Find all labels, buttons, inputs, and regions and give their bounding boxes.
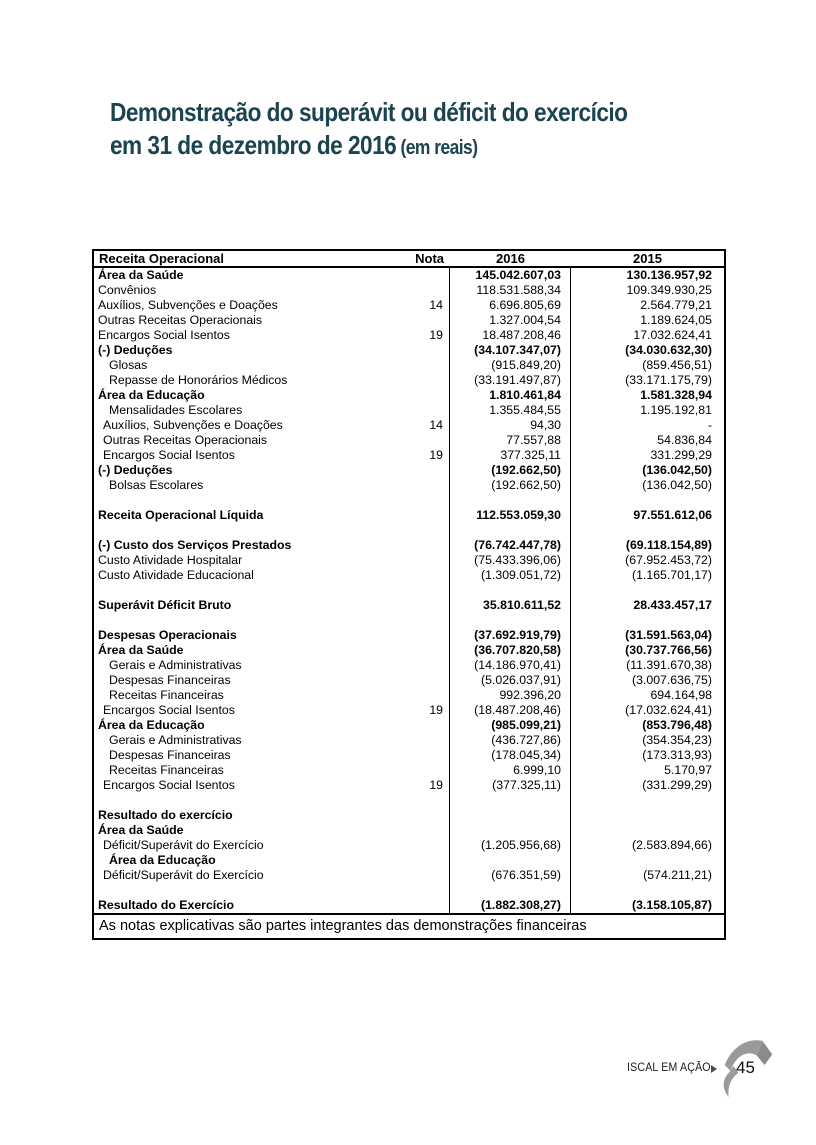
label-region: [94, 883, 450, 898]
value-2015: 54.836,84: [657, 433, 712, 447]
value-2015: (67.952.453,72): [625, 553, 712, 567]
row-label: Resultado do Exercício: [98, 898, 234, 912]
row-label: Gerais e Administrativas: [109, 658, 242, 672]
label-region: [94, 478, 450, 493]
table-row: [94, 673, 724, 688]
row-label: Resultado do exercício: [98, 808, 233, 822]
value-2015: (136.042,50): [642, 478, 712, 492]
page-title: [110, 96, 627, 165]
label-region: [94, 793, 450, 808]
table-row: [94, 868, 724, 883]
row-label: Auxílios, Subvenções e Doações: [103, 418, 283, 432]
label-region: [94, 523, 450, 538]
value-2015: (574.211,21): [643, 868, 712, 882]
value-2016: (192.662,50): [450, 463, 571, 478]
row-label: (-) Deduções: [98, 343, 173, 357]
value-2016: [450, 613, 571, 628]
value-2016: (75.433.396,06): [450, 553, 571, 568]
value-2015: (3.007.636,75): [632, 673, 712, 687]
label-region: [94, 688, 450, 703]
label-region: [94, 658, 450, 673]
value-2016: [450, 883, 571, 898]
table-row: [94, 628, 724, 643]
label-region: [94, 493, 450, 508]
row-label: Área da Educação: [98, 718, 205, 732]
value-2016: (1.882.308,27): [450, 898, 571, 913]
nota-cell: 19: [429, 778, 443, 792]
magazine-name: ISCAL EM AÇÃO: [627, 1062, 711, 1074]
label-region: [94, 343, 450, 358]
label-region: [94, 553, 450, 568]
row-label: Encargos Social Isentos: [103, 448, 235, 462]
table-row: [94, 658, 724, 673]
header-nota: Nota: [415, 251, 444, 266]
table-row: [94, 553, 724, 568]
table-row: [94, 838, 724, 853]
label-region: [94, 673, 450, 688]
label-region: [94, 838, 450, 853]
value-2016: 18.487.208,46: [450, 328, 571, 343]
value-2015: 2.564.779,21: [640, 298, 712, 312]
row-label: (-) Custo dos Serviços Prestados: [98, 538, 292, 552]
row-label: Outras Receitas Operacionais: [98, 313, 263, 327]
table-row: [94, 898, 724, 913]
table-row: [94, 478, 724, 493]
table-row: [94, 823, 724, 838]
value-2016: 112.553.059,30: [450, 508, 571, 523]
table-row: [94, 538, 724, 553]
spacer-row: [94, 613, 724, 628]
table-body: [94, 268, 724, 913]
label-region: [94, 748, 450, 763]
row-label: Encargos Social Isentos: [103, 703, 235, 717]
value-2016: (915.849,20): [450, 358, 571, 373]
spacer-row: [94, 583, 724, 598]
row-label: Custo Atividade Educacional: [98, 568, 254, 582]
financial-statement-table: [92, 249, 726, 940]
value-2016: (14.186.970,41): [450, 658, 571, 673]
row-label: Área da Educação: [98, 388, 205, 402]
table-row: [94, 598, 724, 613]
label-region: [94, 718, 450, 733]
table-footnote: As notas explicativas são partes integrantes das demonstrações financeiras: [94, 913, 724, 936]
label-region: [94, 733, 450, 748]
value-2016: (18.487.208,46): [450, 703, 571, 718]
value-2015: -: [707, 418, 712, 432]
value-2016: [450, 493, 571, 508]
spacer-row: [94, 493, 724, 508]
value-2016: (1.309.051,72): [450, 568, 571, 583]
value-2016: 377.325,11: [450, 448, 571, 463]
row-label: Auxílios, Subvenções e Doações: [98, 298, 278, 312]
row-label: Mensalidades Escolares: [109, 403, 243, 417]
value-2015: (1.165.701,17): [632, 568, 712, 582]
header-2016: 2016: [496, 251, 525, 266]
label-region: [94, 373, 450, 388]
value-2016: [450, 823, 571, 838]
value-2015: (136.042,50): [642, 463, 712, 477]
row-label: Receita Operacional Líquida: [98, 508, 264, 522]
row-label: Despesas Financeiras: [109, 673, 231, 687]
header-2015: 2015: [633, 251, 662, 266]
value-2016: 118.531.588,34: [450, 283, 571, 298]
label-region: [94, 763, 450, 778]
row-label: Gerais e Administrativas: [109, 733, 242, 747]
table-row: [94, 373, 724, 388]
label-region: [94, 328, 450, 343]
value-2016: 6.999,10: [450, 763, 571, 778]
value-2016: (192.662,50): [450, 478, 571, 493]
value-2015: (11.391.670,38): [626, 658, 712, 672]
value-2016: (985.099,21): [450, 718, 571, 733]
table-row: [94, 343, 724, 358]
title-line-2: em 31 de dezembro de 2016 (em reais): [110, 130, 478, 160]
value-2015: (31.591.563,04): [625, 628, 712, 642]
value-2015: [571, 808, 724, 823]
table-row: [94, 463, 724, 478]
table-row: [94, 763, 724, 778]
table-row: [94, 358, 724, 373]
value-2015: (331.299,29): [642, 778, 712, 792]
table-row: [94, 448, 724, 463]
value-2015: 5.170,97: [664, 763, 712, 777]
value-2015: 97.551.612,06: [633, 508, 712, 522]
value-2015: (853.796,48): [642, 718, 712, 732]
value-2015: 130.136.957,92: [626, 268, 712, 282]
label-region: [94, 778, 450, 793]
nota-cell: 14: [429, 418, 443, 432]
row-label: Convênios: [98, 283, 157, 297]
row-label: Déficit/Superávit do Exercício: [103, 838, 264, 852]
table-row: [94, 688, 724, 703]
nota-cell: 19: [429, 328, 443, 342]
value-2015: [571, 493, 724, 508]
value-2015: [571, 853, 724, 868]
value-2015: [571, 613, 724, 628]
value-2015: (33.171.175,79): [625, 373, 712, 387]
row-label: Área da Saúde: [98, 823, 184, 837]
value-2015: (69.118.154,89): [625, 538, 712, 552]
value-2015: (30.737.766,56): [625, 643, 712, 657]
row-label: Encargos Social Isentos: [103, 778, 235, 792]
table-row: [94, 508, 724, 523]
value-2016: 94,30: [450, 418, 571, 433]
row-label: Encargos Social Isentos: [98, 328, 230, 342]
table-header-row: [94, 251, 724, 268]
label-region: [94, 358, 450, 373]
value-2016: 77.557,88: [450, 433, 571, 448]
label-region: [94, 508, 450, 523]
label-region: [94, 463, 450, 478]
value-2015: 28.433.457,17: [633, 598, 712, 612]
value-2016: 1.810.461,84: [450, 388, 571, 403]
value-2015: [571, 883, 724, 898]
spacer-row: [94, 793, 724, 808]
value-2016: (36.707.820,58): [450, 643, 571, 658]
value-2016: [450, 523, 571, 538]
label-region: [94, 613, 450, 628]
label-region: [94, 823, 450, 838]
row-label: Área da Educação: [109, 853, 216, 867]
row-label: Despesas Operacionais: [98, 628, 237, 642]
label-region: [94, 853, 450, 868]
value-2016: [450, 583, 571, 598]
value-2016: 1.327.004,54: [450, 313, 571, 328]
row-label: Déficit/Superávit do Exercício: [103, 868, 264, 882]
value-2015: 331.299,29: [650, 448, 712, 462]
value-2016: 145.042.607,03: [450, 268, 571, 283]
value-2016: 992.396,20: [450, 688, 571, 703]
value-2016: (436.727,86): [450, 733, 571, 748]
row-label: Receitas Financeiras: [109, 688, 224, 702]
value-2016: (76.742.447,78): [450, 538, 571, 553]
label-region: [94, 388, 450, 403]
table-row: [94, 808, 724, 823]
table-row: [94, 748, 724, 763]
value-2016: 35.810.611,52: [450, 598, 571, 613]
table-row: [94, 313, 724, 328]
row-label: Glosas: [109, 358, 148, 372]
header-receita-operacional: Receita Operacional: [99, 251, 224, 266]
em-reais-suffix: (em reais): [396, 137, 478, 159]
table-row: [94, 853, 724, 868]
label-region: [94, 583, 450, 598]
table-row: [94, 568, 724, 583]
row-label: Repasse de Honorários Médicos: [109, 373, 288, 387]
value-2015: (173.313,93): [642, 748, 712, 762]
value-2016: (1.205.956,68): [450, 838, 571, 853]
spacer-row: [94, 523, 724, 538]
value-2015: (34.030.632,30): [625, 343, 712, 357]
table-row: [94, 718, 724, 733]
value-2015: 1.189.624,05: [640, 313, 712, 327]
label-region: [94, 283, 450, 298]
row-label: Outras Receitas Operacionais: [103, 433, 268, 447]
value-2016: [450, 793, 571, 808]
label-region: [94, 628, 450, 643]
row-label: Área da Saúde: [98, 643, 184, 657]
value-2015: 109.349.930,25: [626, 283, 712, 297]
value-2015: 1.195.192,81: [640, 403, 712, 417]
row-label: (-) Deduções: [98, 463, 173, 477]
label-region: [94, 418, 450, 433]
value-2015: (17.032.624,41): [625, 703, 712, 717]
value-2015: 17.032.624,41: [633, 328, 712, 342]
value-2016: 6.696.805,69: [450, 298, 571, 313]
row-label: Superávit Déficit Bruto: [98, 598, 232, 612]
label-region: [94, 403, 450, 418]
label-region: [94, 898, 450, 913]
nota-cell: 19: [429, 703, 443, 717]
row-label: Despesas Financeiras: [109, 748, 231, 762]
value-2015: (354.354,23): [642, 733, 712, 747]
value-2016: (377.325,11): [450, 778, 571, 793]
label-region: [94, 808, 450, 823]
label-region: [94, 643, 450, 658]
label-region: [94, 538, 450, 553]
label-region: [94, 298, 450, 313]
value-2015: [571, 793, 724, 808]
value-2016: (676.351,59): [450, 868, 571, 883]
value-2015: 694.164,98: [650, 688, 712, 702]
label-region: [94, 568, 450, 583]
row-label: Bolsas Escolares: [109, 478, 204, 492]
value-2016: (178.045,34): [450, 748, 571, 763]
title-line-1: Demonstração do superávit ou déficit do exercício: [110, 97, 628, 127]
value-2015: (859.456,51): [642, 358, 712, 372]
value-2015: [571, 823, 724, 838]
label-region: [94, 313, 450, 328]
value-2016: 1.355.484,55: [450, 403, 571, 418]
table-row: [94, 328, 724, 343]
row-label: Receitas Financeiras: [109, 763, 224, 777]
table-row: [94, 283, 724, 298]
page-number: 45: [736, 1058, 755, 1077]
value-2015: 1.581.328,94: [640, 388, 712, 402]
spacer-row: [94, 883, 724, 898]
value-2016: [450, 808, 571, 823]
value-2016: [450, 853, 571, 868]
row-label: Custo Atividade Hospitalar: [98, 553, 243, 567]
value-2016: (37.692.919,79): [450, 628, 571, 643]
label-region: [94, 598, 450, 613]
table-row: [94, 703, 724, 718]
table-row: [94, 733, 724, 748]
label-region: [94, 868, 450, 883]
label-region: [94, 448, 450, 463]
nota-cell: 14: [429, 298, 443, 312]
value-2015: [571, 583, 724, 598]
value-2015: (3.158.105,87): [632, 898, 712, 912]
label-region: [94, 703, 450, 718]
table-row: [94, 268, 724, 283]
value-2016: (5.026.037,91): [450, 673, 571, 688]
nota-cell: 19: [429, 448, 443, 462]
table-row: [94, 388, 724, 403]
value-2015: [571, 523, 724, 538]
table-row: [94, 403, 724, 418]
label-region: [94, 268, 450, 283]
table-row: [94, 298, 724, 313]
value-2015: (2.583.894,66): [632, 838, 712, 852]
table-row: [94, 778, 724, 793]
row-label: Área da Saúde: [98, 268, 184, 282]
value-2016: (34.107.347,07): [450, 343, 571, 358]
label-region: [94, 433, 450, 448]
value-2016: (33.191.497,87): [450, 373, 571, 388]
table-row: [94, 418, 724, 433]
table-row: [94, 433, 724, 448]
table-row: [94, 643, 724, 658]
